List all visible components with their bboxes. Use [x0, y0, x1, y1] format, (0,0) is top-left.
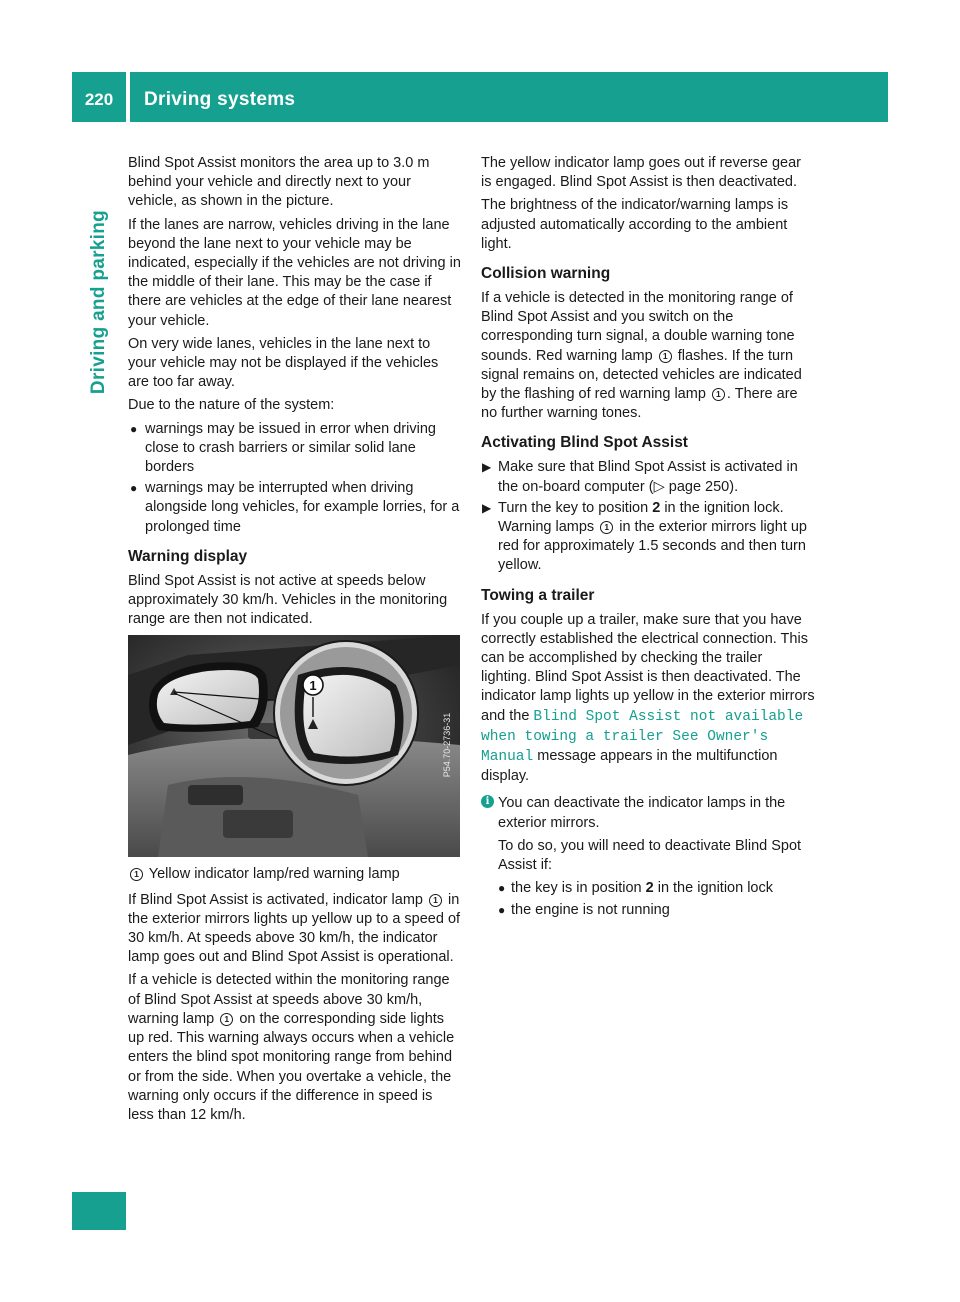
paragraph: The brightness of the indicator/warning lamps is adjusted automatically according to the ambient light. [481, 197, 789, 252]
figure-caption: 1 Yellow indicator lamp/red warning lamp [128, 865, 462, 884]
mirror-figure [128, 635, 460, 857]
paragraph: If Blind Spot Assist is activated, indicator lamp 1 in the exterior mirrors lights up yellow up to a speed of 30 km/h. At speeds above 30 km/h, the indicator lamp goes out and Blind Spot Assist is operational. [128, 891, 461, 966]
paragraph: Blind Spot Assist monitors the area up to 3.0 m behind your vehicle and directly next to your vehicle, as shown in the picture. [128, 155, 430, 210]
page-number: 220 [84, 90, 114, 109]
paragraph: Due to the nature of the system: [128, 397, 335, 414]
section-title: Driving systems [144, 89, 296, 110]
step-list [481, 458, 815, 575]
left-column [128, 154, 462, 1129]
arrow-icon: ▶ [482, 460, 492, 475]
callout-number: 1 [429, 894, 442, 907]
page-ref-icon: ▷ [653, 478, 669, 495]
figure-callout: 1 [309, 678, 317, 694]
list-item: ● warnings may be issued in error when driving close to crash barriers or similar solid lane borders [130, 420, 436, 476]
paragraph: If you couple up a trailer, make sure that you have correctly established the electrical connection. This can be accomplished by checking the trailer lighting. Blind Spot Assist is then deactivated. The indicator lamp lights up yellow in the exterior mirrors and the Blind Spot Assist not available when towing a trailer See Owner's Manual message appears in the multifunction display. [481, 611, 815, 785]
callout-number: 1 [659, 350, 672, 363]
callout-number: 1 [130, 868, 143, 881]
list-item: ▶ Turn the key to position 2 in the ignition lock. Warning lamps 1 in the exterior mirrors light up red for approximately 1.5 seconds and then turn yellow. [482, 499, 807, 574]
list-item: ● the engine is not running [498, 901, 815, 920]
page-header [72, 72, 888, 122]
paragraph: If a vehicle is detected in the monitoring range of Blind Spot Assist and you switch on the corresponding turn signal, a double warning tone sounds. Red warning lamp 1 flashes. If the turn signal remains on, detected vehicles are indicated by the flashing of red warning lamp 1 . There are no further warning tones. [481, 290, 802, 422]
callout-number: 1 [712, 388, 725, 401]
paragraph: If a vehicle is detected within the monitoring range of Blind Spot Assist at speeds above 30 km/h, warning lamp 1 on the corresponding side lights up red. This warning always occurs when a vehicle enters the blind spot monitoring range from behind or from the side. When you overtake a vehicle, the warning only occurs if the difference in speed is less than 12 km/h. [128, 972, 455, 1123]
bullet-icon: ● [498, 902, 506, 917]
callout-number: 1 [600, 521, 613, 534]
bullet-icon: ● [498, 881, 506, 896]
figure-code: P54.70-2736-31 [442, 713, 452, 778]
arrow-icon: ▶ [482, 500, 492, 515]
list-item: ▶ Make sure that Blind Spot Assist is activated in the on-board computer (▷ page 250). [482, 459, 798, 495]
heading-towing: Towing a trailer [481, 586, 595, 604]
heading-warning-display: Warning display [128, 547, 248, 565]
display-message: Blind Spot Assist not available when towing a trailer See Owner's Manual [481, 708, 804, 766]
header-separator [126, 72, 130, 122]
side-tab [72, 122, 126, 1230]
bullet-icon: ● [130, 481, 138, 496]
paragraph: Blind Spot Assist is not active at speeds below approximately 30 km/h. Vehicles in the monitoring range are then not indicated. [128, 572, 448, 628]
page-reference-link[interactable]: page 250 [668, 478, 730, 495]
callout-number: 1 [220, 1013, 233, 1026]
info-note [481, 794, 815, 919]
paragraph: On very wide lanes, vehicles in the lane next to your vehicle may not be displayed if the vehicles are too far away. [128, 335, 439, 391]
list-item: ● the key is in position 2 in the ignition lock [498, 879, 815, 898]
paragraph: If the lanes are narrow, vehicles driving in the lane beyond the lane next to your vehicle may be indicated, especially if the vehicles are not driving in the middle of their lane. This may be the case if there are vehicles at the edge of their lane nearest your vehicle. [128, 216, 461, 329]
mirror-illustration [128, 635, 460, 857]
bullet-list [498, 879, 815, 919]
heading-collision-warning: Collision warning [481, 265, 611, 283]
side-tab-label: Driving and parking [88, 209, 109, 395]
side-tab-block [72, 1192, 126, 1230]
paragraph: To do so, you will need to deactivate Blind Spot Assist if: [498, 837, 802, 874]
paragraph: The yellow indicator lamp goes out if reverse gear is engaged. Blind Spot Assist is then deactivated. [481, 155, 801, 191]
list-item: ● warnings may be interrupted when driving alongside long vehicles, for example lorries, for a prolonged time [130, 480, 460, 535]
paragraph: You can deactivate the indicator lamps in the exterior mirrors. [498, 795, 786, 831]
bullet-list [128, 420, 462, 537]
right-column [481, 154, 815, 924]
heading-activating: Activating Blind Spot Assist [481, 434, 688, 452]
info-icon: i [481, 795, 494, 808]
bullet-icon: ● [130, 421, 138, 436]
